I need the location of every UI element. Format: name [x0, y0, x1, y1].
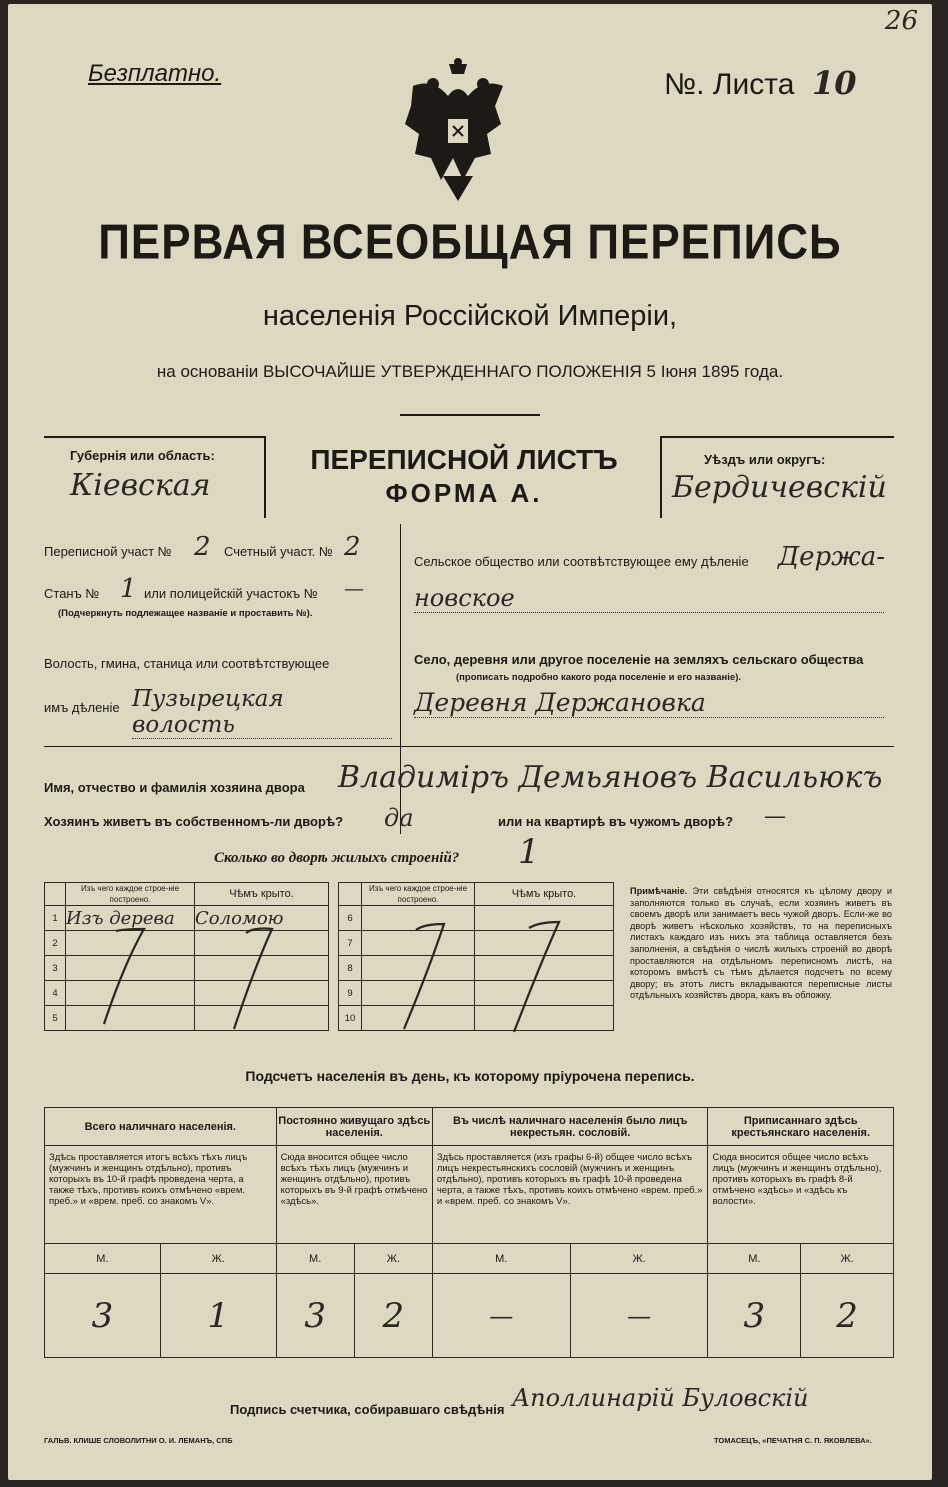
note-text: Эти свѣдѣнія относятся къ цѣлому двору и заполняются только въ случаѣ, если хозяинъ живетъ въ своемъ дворѣ или занимаетъ весь чужой дворъ. Если-же во дворѣ живетъ нѣсколько хозяйствъ, то на переписныхъ листахъ каждаго изъ нихъ эта таблица оставляется безъ заполненія, а свѣдѣнія о числѣ жилыхъ строеній во дворѣ проставляются на отдѣльномъ переписномъ листѣ, на которомъ вмѣстѣ съ тѣмъ дѣлается подсчетъ по всему двору; въ этотъ листъ вкладываются переписные листы отдѣльныхъ хозяйствъ двора, какъ въ обложку.: [630, 886, 892, 1001]
rented-label: или на квартирѣ въ чужомъ дворѣ?: [498, 814, 734, 829]
female-header: Ж.: [354, 1244, 432, 1274]
volost-label: Волость, гмина, станица или соотвѣтствующее: [44, 656, 330, 671]
col4-desc: Сюда вносится общее число всѣхъ лицъ (мужчинъ и женщинъ отдѣльно), противъ которыхъ въ графѣ 8-й отмѣчено «здѣсь» и «здѣсь къ волости».: [708, 1146, 894, 1244]
row-number: 7: [339, 931, 362, 956]
own-yard-label: Хозяинъ живетъ въ собственномъ-ли дворѣ?: [44, 814, 344, 829]
form-title: ПЕРЕПИСНОЙ ЛИСТЪ: [310, 444, 618, 475]
society-value-1: Держа-: [778, 542, 886, 572]
village-note: (прописать подробно какого рода поселеніе и его названіе).: [456, 672, 742, 683]
male-header: М.: [276, 1244, 354, 1274]
sheet-no-label: №. Листа: [664, 68, 795, 101]
noncrest-male: —: [432, 1274, 570, 1358]
society-label: Сельское общество или соотвѣтствующее ему дѣленіе: [414, 554, 749, 569]
noncrest-female: —: [570, 1274, 708, 1358]
owner-name-label: Имя, отчество и фамилія хозяина двора: [44, 780, 305, 795]
note-heading: Примѣчаніе.: [630, 886, 688, 896]
female-header: Ж.: [801, 1244, 894, 1274]
uezd-label: Уѣздъ или округъ:: [704, 452, 826, 467]
subtitle: населенія Россійской Имперіи,: [262, 300, 678, 332]
sheet-no-value: 10: [812, 64, 857, 102]
count-section-label: Счетный участ. №: [224, 544, 333, 559]
signature-value: Аполлинарій Буловскій: [512, 1384, 809, 1412]
page-number: 26: [884, 6, 918, 36]
volost-value: Пузырецкая волость: [132, 686, 392, 739]
printer-right: ТОМАСЕЦЪ, «ПЕЧАТНЯ С. П. ЯКОВЛЕВА».: [714, 1436, 872, 1445]
row1-roof: Соломою: [195, 906, 329, 931]
underline-note: (Подчеркнуть подлежащее названіе и проставить №).: [58, 608, 313, 619]
row-number: 10: [339, 1006, 362, 1031]
police-label: или полицейскій участокъ №: [144, 586, 318, 601]
census-sheet: [8, 4, 932, 1480]
row-number: 3: [45, 956, 66, 981]
col-roof-header: Чѣмъ крыто.: [475, 883, 614, 906]
total-female: 1: [160, 1274, 276, 1358]
col3-desc: Здѣсь проставляется (изъ графы 6-й) общее число всѣхъ лицъ некрестьянскихъ сословій (мужчинъ и женщинъ отдѣльно), противъ которыхъ въ графѣ 10-й проведена черта, а также тѣхъ, противъ коихъ отмѣчено «врем. преб.» и «врем. преб. со знакомъ V».: [432, 1146, 708, 1244]
note-block: [630, 886, 892, 1002]
col2-desc: Сюда вносится общее число всѣхъ тѣхъ лицъ (мужчинъ и женщинъ отдѣльно), противъ которыхъ въ 9-й графѣ отмѣчено «здѣсь».: [276, 1146, 432, 1244]
own-yard-value: да: [384, 804, 414, 832]
census-section-value: 2: [194, 532, 211, 562]
col4-title: Приписаннаго здѣсь крестьянскаго населенія.: [708, 1108, 894, 1146]
main-title: ПЕРВАЯ ВСЕОБЩАЯ ПЕРЕПИСЬ: [98, 215, 842, 270]
col3-title: Въ числѣ наличнаго населенія было лицъ некрестьян. сословій.: [432, 1108, 708, 1146]
stan-value: 1: [120, 574, 137, 604]
female-header: Ж.: [570, 1244, 708, 1274]
uezd-value: Бердичевскій: [672, 470, 887, 505]
rented-value: —: [764, 804, 786, 829]
peasant-female: 2: [801, 1274, 894, 1358]
row-number: 9: [339, 981, 362, 1006]
basis-line: на основаніи ВЫСОЧАЙШЕ УТВЕРЖДЕННАГО ПОЛОЖЕНІЯ 5 Іюня 1895 года.: [156, 362, 784, 381]
society-value-2: новское: [414, 584, 884, 613]
resident-female: 2: [354, 1274, 432, 1358]
population-heading: Подсчетъ населенія въ день, къ которому пріурочена перепись.: [245, 1068, 695, 1084]
stan-label: Станъ №: [44, 586, 100, 601]
printer-left: ГАЛЬВ. КЛИШЕ СЛОВОЛИТНИ О. И. ЛЕМАНЪ, СПБ: [44, 1436, 233, 1445]
peasant-male: 3: [708, 1274, 801, 1358]
handwritten-dash-strokes: [44, 904, 614, 1034]
gubernia-label: Губернія или область:: [70, 448, 215, 463]
gubernia-value: Кіевская: [70, 468, 211, 503]
free-label: Безплатно.: [88, 60, 222, 87]
col-material-header: Изъ чего каждое строе-ніе построено.: [362, 883, 475, 906]
total-male: 3: [45, 1274, 161, 1358]
col2-title: Постоянно живущаго здѣсь населенія.: [276, 1108, 432, 1146]
buildings-value: 1: [518, 832, 540, 872]
owner-divider: [44, 746, 894, 747]
col1-desc: Здѣсь проставляется итогъ всѣхъ тѣхъ лицъ (мужчинъ и женщинъ отдѣльно), противъ которыхъ въ 10-й графѣ проведена черта, а также тѣхъ, противъ коихъ отмѣчено «врем. преб.» и «врем. преб. со знакомъ V».: [45, 1146, 277, 1244]
owner-name-value: Владиміръ Демьяновъ Васильюкъ: [338, 760, 883, 795]
count-section-value: 2: [344, 532, 361, 562]
double-headed-eagle-icon: [403, 56, 513, 206]
census-section-label: Переписной участ №: [44, 544, 172, 559]
row1-material: Изъ дерева: [66, 906, 195, 931]
signature-label: Подпись счетчика, собиравшаго свѣдѣнія: [230, 1402, 505, 1417]
form-subtitle: ФОРМА А.: [385, 478, 543, 508]
village-label: Село, деревня или другое поселеніе на земляхъ сельскаго общества: [414, 652, 864, 667]
col-material-header: Изъ чего каждое строе-ніе построено.: [66, 883, 195, 906]
male-header: М.: [45, 1244, 161, 1274]
volost-label-2: имъ дѣленіе: [44, 700, 120, 715]
row-number: 4: [45, 981, 66, 1006]
police-value: —: [344, 576, 364, 600]
ornament-divider: [400, 414, 540, 416]
row-number: 2: [45, 931, 66, 956]
col-roof-header: Чѣмъ крыто.: [195, 883, 329, 906]
village-value: Деревня Держановка: [414, 688, 884, 718]
population-table: [44, 1107, 894, 1358]
female-header: Ж.: [160, 1244, 276, 1274]
buildings-label: Сколько во дворѣ жилыхъ строеній?: [214, 850, 460, 866]
col1-title: Всего наличнаго населенія.: [45, 1108, 277, 1146]
male-header: М.: [432, 1244, 570, 1274]
resident-male: 3: [276, 1274, 354, 1358]
row-number: 8: [339, 956, 362, 981]
row-number: 1: [45, 906, 66, 931]
row-number: 6: [339, 906, 362, 931]
male-header: М.: [708, 1244, 801, 1274]
row-number: 5: [45, 1006, 66, 1031]
